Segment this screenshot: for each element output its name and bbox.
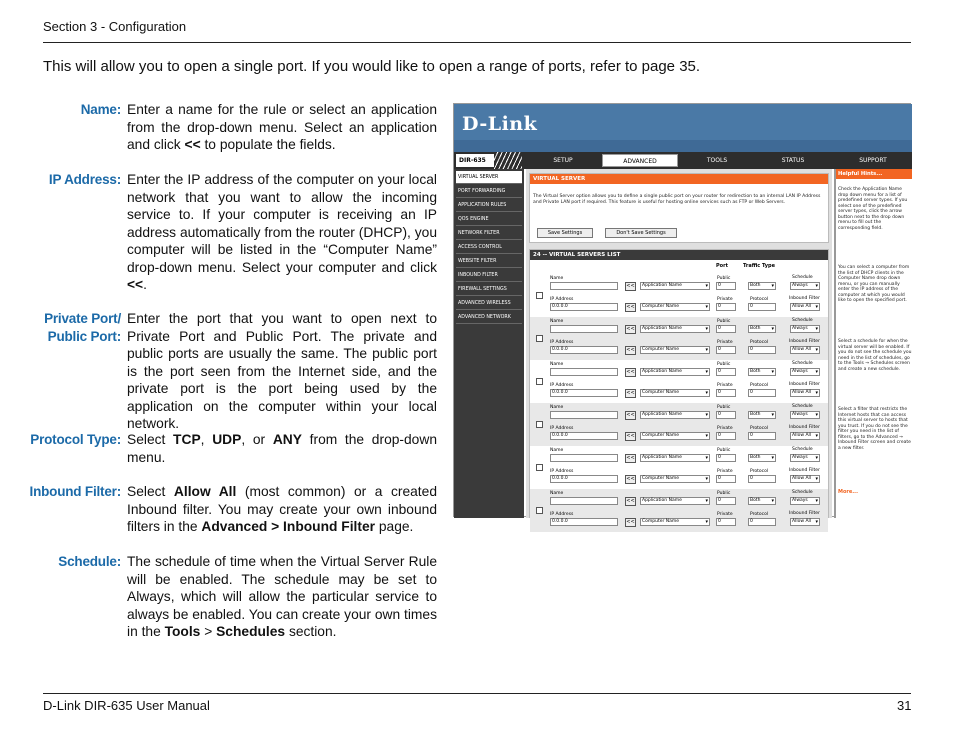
bold-term: ANY <box>272 432 302 447</box>
text-run: The schedule of time when the Virtual Server Rule will be enabled. The schedule may be set to Always, which will allow the particular service to always be enabled. You can create your own times in the <box>127 554 437 639</box>
fill-application-button[interactable]: << <box>626 283 635 289</box>
sidebar <box>454 169 524 518</box>
ip-label: IP Address <box>550 469 574 474</box>
text-run: Select <box>127 432 174 447</box>
private-label: Private <box>717 512 733 517</box>
public-label: Public <box>717 276 731 281</box>
protocol-number-input[interactable]: 0 <box>748 518 776 526</box>
inbound-filter-label: Inbound Filter <box>789 382 820 387</box>
public-port-input[interactable]: 0 <box>716 325 736 333</box>
sidebar-item-advanced-wireless[interactable]: ADVANCED WIRELESS <box>456 297 522 310</box>
fill-computer-button[interactable]: << <box>626 390 635 396</box>
header-rule <box>43 42 911 43</box>
hint-computer-name: You can select a computer from the list of DHCP clients in the Computer Name drop down menu, or you can manually enter the IP address of the computer at which you would like to open the specified port. <box>838 265 910 303</box>
public-port-input[interactable]: 0 <box>716 282 736 290</box>
protocol-select[interactable]: Both ▾ <box>748 454 776 462</box>
private-label: Private <box>717 340 733 345</box>
sidebar-item-virtual-server[interactable]: VIRTUAL SERVER <box>456 171 522 184</box>
name-label: Name <box>550 276 564 281</box>
text-run: from the drop-down menu. <box>127 432 437 465</box>
enable-checkbox[interactable] <box>536 421 543 428</box>
public-port-input[interactable]: 0 <box>716 497 736 505</box>
public-label: Public <box>717 319 731 324</box>
bold-term: Allow All <box>173 484 237 499</box>
ip-input[interactable]: 0.0.0.0 <box>550 346 618 354</box>
protocol-number-input[interactable]: 0 <box>748 303 776 311</box>
private-port-input[interactable]: 0 <box>716 303 736 311</box>
bold-term: TCP <box>173 432 201 447</box>
protocol-label: Protocol <box>750 469 769 474</box>
inbound-filter-select[interactable]: Allow All ▾ <box>790 389 820 397</box>
inbound-filter-label: Inbound Filter <box>789 511 820 516</box>
main-panel <box>526 169 832 525</box>
tab-status[interactable]: STATUS <box>756 154 830 167</box>
sidebar-item-network-filter[interactable]: NETWORK FILTER <box>456 227 522 240</box>
col-port: Port <box>716 263 728 269</box>
fill-computer-button[interactable]: << <box>626 347 635 353</box>
protocol-label: Protocol <box>750 297 769 302</box>
schedule-label: Schedule <box>792 447 813 452</box>
inbound-filter-label: Inbound Filter <box>789 468 820 473</box>
fill-computer-button[interactable]: << <box>626 433 635 439</box>
fill-application-button[interactable]: << <box>626 326 635 332</box>
text-run: to populate the fields. <box>200 137 336 152</box>
term-schedule: Schedule: <box>58 554 121 569</box>
hint-inbound-filter: Select a filter that restricts the Internet hosts that can access this virtual server to hosts that you trust. If you do not see the filter you need in the list of filters, go to the Advanced → Inbound Filter screen and create a new filter. <box>838 407 911 451</box>
tab-support[interactable]: SUPPORT <box>834 154 912 167</box>
tab-advanced[interactable]: ADVANCED <box>602 154 678 167</box>
protocol-label: Protocol <box>750 512 769 517</box>
desc-schedule <box>127 553 437 641</box>
private-port-input[interactable]: 0 <box>716 518 736 526</box>
sidebar-item-qos-engine[interactable]: QOS ENGINE <box>456 213 522 226</box>
inbound-filter-label: Inbound Filter <box>789 296 820 301</box>
page-number: 31 <box>897 698 912 713</box>
term-ports: Private Port/ Public Port: <box>44 311 121 344</box>
desc-ports <box>127 310 437 433</box>
inbound-filter-label: Inbound Filter <box>789 425 820 430</box>
table-row <box>530 360 828 403</box>
virtual-servers-list <box>529 249 829 525</box>
fill-application-button[interactable]: << <box>626 369 635 375</box>
section-description: The Virtual Server option allows you to define a single public port on your router for redirection to an internal LAN IP Address and Private LAN port if required. This feature is useful for hosting online services such as FTP or Web Servers. <box>533 194 821 205</box>
bold-term: Schedules <box>216 624 286 639</box>
protocol-select[interactable]: Both ▾ <box>748 368 776 376</box>
ip-input[interactable]: 0.0.0.0 <box>550 475 618 483</box>
sidebar-item-website-filter[interactable]: WEBSITE FILTER <box>456 255 522 268</box>
public-label: Public <box>717 448 731 453</box>
name-input[interactable] <box>550 411 618 419</box>
computer-name-select[interactable]: Computer Name ▾ <box>640 518 710 526</box>
protocol-number-input[interactable]: 0 <box>748 389 776 397</box>
application-name-select[interactable]: Application Name ▾ <box>640 411 710 419</box>
public-label: Public <box>717 491 731 496</box>
schedule-select[interactable]: Always ▾ <box>790 368 820 376</box>
model-label: DIR-635 <box>456 154 520 167</box>
sidebar-item-port-forwarding[interactable]: PORT FORWARDING <box>456 185 522 198</box>
ip-label: IP Address <box>550 340 574 345</box>
schedule-select[interactable]: Always ▾ <box>790 454 820 462</box>
table-row <box>530 489 828 532</box>
sidebar-item-inbound-filter[interactable]: INBOUND FILTER <box>456 269 522 282</box>
name-input[interactable] <box>550 497 618 505</box>
bold-term: UDP <box>212 432 242 447</box>
protocol-number-input[interactable]: 0 <box>748 475 776 483</box>
text-run: Enter the port that you want to open next to Private Port and Public Port. The private and public ports are usually the same. The public port is the port seen from the Internet side, and the private port is the port being used by the application on the computer within your local network. <box>127 311 437 431</box>
inbound-filter-select[interactable]: Allow All ▾ <box>790 518 820 526</box>
dlink-banner <box>454 104 912 152</box>
ip-label: IP Address <box>550 297 574 302</box>
term-ip-address: IP Address: <box>48 172 121 187</box>
name-input[interactable] <box>550 282 618 290</box>
computer-name-select[interactable]: Computer Name ▾ <box>640 389 710 397</box>
private-label: Private <box>717 297 733 302</box>
sidebar-item-firewall-settings[interactable]: FIREWALL SETTINGS <box>456 283 522 296</box>
computer-name-select[interactable]: Computer Name ▾ <box>640 303 710 311</box>
ip-label: IP Address <box>550 426 574 431</box>
name-input[interactable] <box>550 368 618 376</box>
section-title: VIRTUAL SERVER <box>530 174 828 184</box>
schedule-select[interactable]: Always ▾ <box>790 411 820 419</box>
application-name-select[interactable]: Application Name ▾ <box>640 282 710 290</box>
virtual-server-box <box>529 173 829 243</box>
computer-name-select[interactable]: Computer Name ▾ <box>640 346 710 354</box>
schedule-label: Schedule <box>792 490 813 495</box>
schedule-select[interactable]: Always ▾ <box>790 325 820 333</box>
inbound-filter-label: Inbound Filter <box>789 339 820 344</box>
protocol-select[interactable]: Both ▾ <box>748 325 776 333</box>
inbound-filter-select[interactable]: Allow All ▾ <box>790 303 820 311</box>
schedule-label: Schedule <box>792 275 813 280</box>
text-run: page. <box>375 519 414 534</box>
text-run: , <box>200 432 213 447</box>
name-label: Name <box>550 448 564 453</box>
public-label: Public <box>717 405 731 410</box>
footer-rule <box>43 693 911 694</box>
protocol-select[interactable]: Both ▾ <box>748 411 776 419</box>
term-protocol-type: Protocol Type: <box>30 432 121 447</box>
protocol-number-input[interactable]: 0 <box>748 346 776 354</box>
name-input[interactable] <box>550 454 618 462</box>
application-name-select[interactable]: Application Name ▾ <box>640 368 710 376</box>
desc-name <box>127 101 437 154</box>
private-port-input[interactable]: 0 <box>716 346 736 354</box>
protocol-select[interactable]: Both ▾ <box>748 282 776 290</box>
ip-label: IP Address <box>550 383 574 388</box>
application-name-select[interactable]: Application Name ▾ <box>640 454 710 462</box>
desc-ip-address <box>127 171 437 294</box>
protocol-select[interactable]: Both ▾ <box>748 497 776 505</box>
name-label: Name <box>550 491 564 496</box>
text-run: > <box>200 624 217 639</box>
text-run: section. <box>285 624 337 639</box>
bold-term: << <box>127 277 144 292</box>
intro-paragraph: This will allow you to open a single port. If you would like to open a range of ports, refer to page 35. <box>43 58 701 75</box>
name-label: Name <box>550 319 564 324</box>
hints-title: Helpful Hints... <box>836 169 912 179</box>
enable-checkbox[interactable] <box>536 335 543 342</box>
table-row <box>530 446 828 489</box>
table-row <box>530 403 828 446</box>
protocol-label: Protocol <box>750 426 769 431</box>
enable-checkbox[interactable] <box>536 292 543 299</box>
hint-schedule: Select a schedule for when the virtual server will be enabled. If you do not see the schedule you need in the list of schedules, go to the Tools → Schedules screen and create a new schedule. <box>838 339 912 372</box>
private-port-input[interactable]: 0 <box>716 475 736 483</box>
schedule-label: Schedule <box>792 404 813 409</box>
private-label: Private <box>717 426 733 431</box>
name-input[interactable] <box>550 325 618 333</box>
fill-application-button[interactable]: << <box>626 412 635 418</box>
bold-term: Advanced > Inbound Filter <box>201 519 376 534</box>
text-run: Select <box>127 484 174 499</box>
computer-name-select[interactable]: Computer Name ▾ <box>640 475 710 483</box>
table-row <box>530 274 828 317</box>
application-name-select[interactable]: Application Name ▾ <box>640 325 710 333</box>
hint-application-name: Check the Application Name drop down menu for a list of predefined server types. If you select one of the predefined server types, click the arrow button next to the drop down menu to fill out the corresponding field. <box>838 187 908 231</box>
table-row <box>530 317 828 360</box>
desc-protocol-type <box>127 431 437 466</box>
tab-tools[interactable]: TOOLS <box>680 154 754 167</box>
application-name-select[interactable]: Application Name ▾ <box>640 497 710 505</box>
ip-input[interactable]: 0.0.0.0 <box>550 303 618 311</box>
text-run: Enter a name for the rule or select an application from the drop-down menu. Select an application and click <box>127 102 437 152</box>
private-port-input[interactable]: 0 <box>716 432 736 440</box>
schedule-label: Schedule <box>792 318 813 323</box>
text-run: (most common) or a created Inbound filter. You may create your own inbound filters in the <box>127 484 437 534</box>
ip-label: IP Address <box>550 512 574 517</box>
sidebar-item-access-control[interactable]: ACCESS CONTROL <box>456 241 522 254</box>
name-label: Name <box>550 405 564 410</box>
inbound-filter-select[interactable]: Allow All ▾ <box>790 475 820 483</box>
col-traffic-type: Traffic Type <box>743 263 776 269</box>
sidebar-item-application-rules[interactable]: APPLICATION RULES <box>456 199 522 212</box>
text-run: Enter the IP address of the computer on your local network that you want to allow the incoming service to. If your computer is receiving an IP address automatically from the router (DHCP), you computer will be listed in the “Computer Name” drop-down menu. Select your computer and click <box>127 172 437 275</box>
protocol-label: Protocol <box>750 340 769 345</box>
list-title: 24 -- VIRTUAL SERVERS LIST <box>530 250 828 260</box>
fill-computer-button[interactable]: << <box>626 304 635 310</box>
bold-term: Tools <box>164 624 201 639</box>
helpful-hints <box>834 169 912 518</box>
router-screenshot <box>453 103 912 525</box>
term-inbound-filter: Inbound Filter: <box>29 484 121 499</box>
public-port-input[interactable]: 0 <box>716 368 736 376</box>
fill-computer-button[interactable]: << <box>626 476 635 482</box>
text-run: . <box>143 277 147 292</box>
save-settings-button[interactable]: Save Settings <box>537 228 593 238</box>
desc-inbound-filter <box>127 483 437 536</box>
schedule-label: Schedule <box>792 361 813 366</box>
private-label: Private <box>717 469 733 474</box>
protocol-label: Protocol <box>750 383 769 388</box>
dlink-logo: D-Link <box>462 113 538 135</box>
computer-name-select[interactable]: Computer Name ▾ <box>640 432 710 440</box>
ip-input[interactable]: 0.0.0.0 <box>550 518 618 526</box>
fill-computer-button[interactable]: << <box>626 519 635 525</box>
top-nav <box>454 152 912 169</box>
schedule-select[interactable]: Always ▾ <box>790 282 820 290</box>
enable-checkbox[interactable] <box>536 378 543 385</box>
footer-title: D-Link DIR-635 User Manual <box>43 698 210 713</box>
enable-checkbox[interactable] <box>536 464 543 471</box>
ip-input[interactable]: 0.0.0.0 <box>550 389 618 397</box>
section-header: Section 3 - Configuration <box>43 19 187 34</box>
tab-setup[interactable]: SETUP <box>526 154 600 167</box>
term-name: Name: <box>80 102 121 117</box>
private-port-input[interactable]: 0 <box>716 389 736 397</box>
more-link[interactable]: More... <box>838 489 858 495</box>
name-label: Name <box>550 362 564 367</box>
inbound-filter-select[interactable]: Allow All ▾ <box>790 432 820 440</box>
dont-save-settings-button[interactable]: Don't Save Settings <box>605 228 677 238</box>
private-label: Private <box>717 383 733 388</box>
ip-input[interactable]: 0.0.0.0 <box>550 432 618 440</box>
public-label: Public <box>717 362 731 367</box>
public-port-input[interactable]: 0 <box>716 411 736 419</box>
schedule-select[interactable]: Always ▾ <box>790 497 820 505</box>
enable-checkbox[interactable] <box>536 507 543 514</box>
protocol-number-input[interactable]: 0 <box>748 432 776 440</box>
fill-application-button[interactable]: << <box>626 498 635 504</box>
text-run: , or <box>241 432 273 447</box>
public-port-input[interactable]: 0 <box>716 454 736 462</box>
bold-term: << <box>184 137 201 152</box>
sidebar-item-advanced-network[interactable]: ADVANCED NETWORK <box>456 311 522 324</box>
inbound-filter-select[interactable]: Allow All ▾ <box>790 346 820 354</box>
fill-application-button[interactable]: << <box>626 455 635 461</box>
